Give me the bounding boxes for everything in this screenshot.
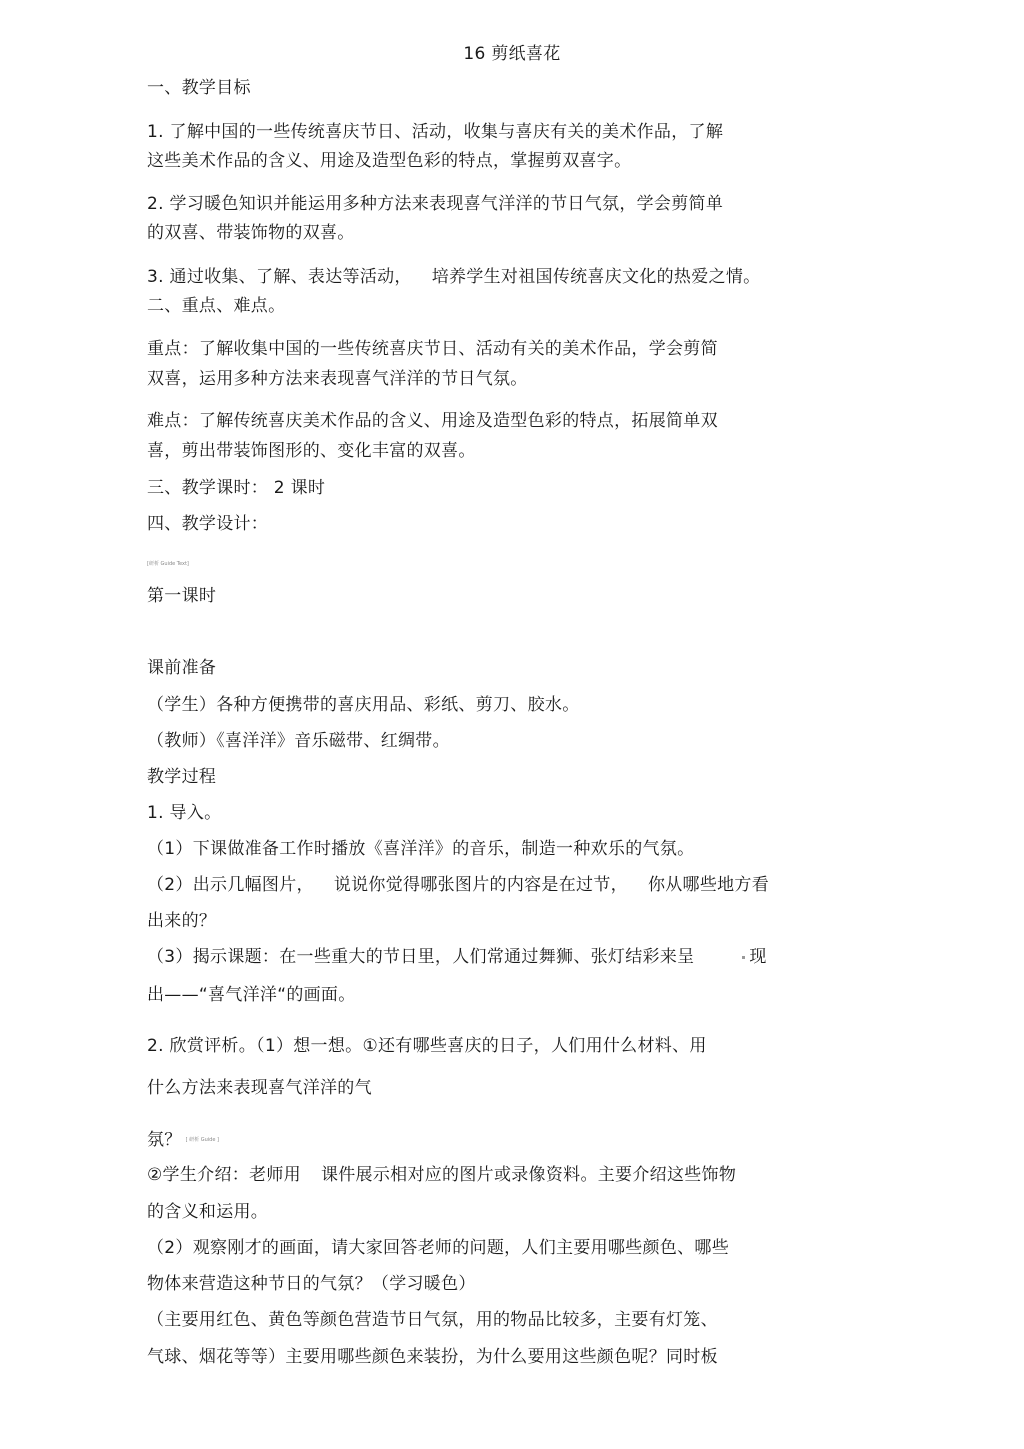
small-annotation: [研析 Guide Text] bbox=[147, 561, 189, 567]
paragraph-line: 2. 学习暖色知识并能运用多种方法来表现喜气洋洋的节日气氛，学会剪简单 bbox=[147, 194, 724, 214]
paragraph-line: 这些美术作品的含义、用途及造型色彩的特点，掌握剪双喜字。 bbox=[147, 151, 632, 171]
dot-mark bbox=[742, 956, 745, 959]
section-heading-key-points: 二、重点、难点。 bbox=[147, 296, 286, 316]
paragraph-line: （教师）《喜洋洋》音乐磁带、红绸带。 bbox=[147, 731, 450, 751]
text-span: 现 bbox=[749, 947, 767, 967]
text-span: （3）揭示课题：在一些重大的节日里，人们常通过舞狮、张灯结彩来呈 bbox=[147, 947, 695, 967]
paragraph-line: 喜，剪出带装饰图形的、变化丰富的双喜。 bbox=[147, 441, 476, 461]
paragraph-line: 的含义和运用。 bbox=[147, 1202, 269, 1222]
paragraph-line bbox=[147, 946, 767, 968]
text-span: 3. 通过收集、了解、表达等活动， bbox=[147, 267, 412, 287]
paragraph-line: 1. 了解中国的一些传统喜庆节日、活动，收集与喜庆有关的美术作品，了解 bbox=[147, 122, 724, 142]
paragraph-line: 1. 导入。 bbox=[147, 803, 222, 823]
section-heading-design: 四、教学设计： bbox=[147, 514, 269, 534]
paragraph-line: 难点：了解传统喜庆美术作品的含义、用途及造型色彩的特点，拓展简单双 bbox=[147, 411, 718, 431]
paragraph-line: （主要用红色、黄色等颜色营造节日气氛，用的物品比较多，主要有灯笼、 bbox=[147, 1310, 718, 1330]
text-span: 课件展示相对应的图片或录像资料。主要介绍这些饰物 bbox=[320, 1165, 737, 1185]
text-span: 你从哪些地方看 bbox=[647, 875, 770, 895]
paragraph-line: 双喜，运用多种方法来表现喜气洋洋的节日气氛。 bbox=[147, 369, 528, 389]
paragraph-line: （2）观察刚才的画面，请大家回答老师的问题，人们主要用哪些颜色、哪些 bbox=[147, 1238, 730, 1258]
subheading-preparation: 课前准备 bbox=[147, 658, 217, 678]
paragraph-line: 出——“喜气洋洋“的画面。 bbox=[147, 985, 356, 1005]
paragraph-line: 出来的？ bbox=[147, 911, 217, 931]
paragraph-line: 物体来营造这种节日的气氛？（学习暖色） bbox=[147, 1274, 476, 1294]
text-span: 培养学生对祖国传统喜庆文化的热爱之情。 bbox=[431, 267, 761, 287]
paragraph-line: 什么方法来表现喜气洋洋的气 bbox=[147, 1078, 372, 1098]
paragraph-line: （1）下课做准备工作时播放《喜洋洋》的音乐，制造一种欢乐的气氛。 bbox=[147, 839, 695, 859]
paragraph-line: （学生）各种方便携带的喜庆用品、彩纸、剪刀、胶水。 bbox=[147, 695, 580, 715]
text-span: （2）出示几幅图片， bbox=[147, 875, 314, 895]
paragraph-line bbox=[147, 1129, 219, 1151]
text-span: 氛？ bbox=[147, 1130, 182, 1150]
paragraph-line: 重点：了解收集中国的一些传统喜庆节日、活动有关的美术作品，学会剪简 bbox=[147, 339, 718, 359]
page-title: 16 剪纸喜花 bbox=[463, 44, 561, 64]
text-span: 说说你觉得哪张图片的内容是在过节， bbox=[333, 875, 628, 895]
paragraph-line: 气球、烟花等等）主要用哪些颜色来装扮，为什么要用这些颜色呢？同时板 bbox=[147, 1347, 718, 1367]
paragraph-line bbox=[147, 1164, 736, 1186]
paragraph-line: 的双喜、带装饰物的双喜。 bbox=[147, 223, 355, 243]
lesson-heading: 第一课时 bbox=[147, 586, 217, 606]
text-span: ②学生介绍：老师用 bbox=[147, 1165, 301, 1185]
paragraph-line bbox=[147, 874, 769, 896]
paragraph-line bbox=[147, 266, 760, 288]
section-heading-hours: 三、教学课时： 2 课时 bbox=[147, 478, 326, 498]
section-heading-objectives: 一、教学目标 bbox=[147, 78, 251, 98]
subheading-process: 教学过程 bbox=[147, 767, 217, 787]
paragraph-line: 2. 欣赏评析。（1）想一想。①还有哪些喜庆的日子，人们用什么材料、用 bbox=[147, 1036, 707, 1056]
small-annotation: [ 研析 Guide ] bbox=[185, 1137, 219, 1143]
